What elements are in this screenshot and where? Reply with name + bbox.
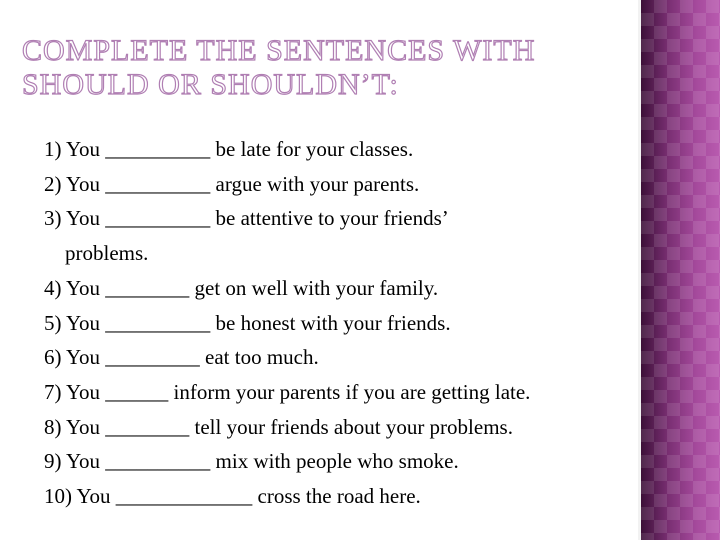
sentence-item-9: 9) You __________ mix with people who smoke. (44, 449, 459, 474)
sentence-item-3: 3) You __________ be attentive to your friends’ (44, 206, 449, 231)
sentence-item-4: 4) You ________ get on well with your family. (44, 275, 439, 300)
sentence-item-6: 6) You _________ eat too much. (44, 345, 319, 370)
sentence-item-8: 8) You ________ tell your friends about your problems. (44, 414, 513, 439)
decorative-side-panel (641, 0, 720, 540)
sentence-item-5: 5) You __________ be honest with your friends. (44, 310, 451, 335)
sentence-item-3-continuation: problems. (65, 241, 149, 266)
sentence-list (44, 132, 624, 514)
sentence-item-10: 10) You _____________ cross the road here. (44, 484, 421, 509)
title-line-2: SHOULD OR SHOULDN’T: (22, 68, 399, 101)
sentence-item-2: 2) You __________ argue with your parents. (44, 171, 420, 196)
slide-title (22, 34, 622, 102)
sentence-item-1: 1) You __________ be late for your classes. (44, 137, 414, 161)
sentence-item-7: 7) You ______ inform your parents if you are getting late. (44, 379, 531, 404)
title-line-1: COMPLETE THE SENTENCES WITH (22, 34, 536, 67)
